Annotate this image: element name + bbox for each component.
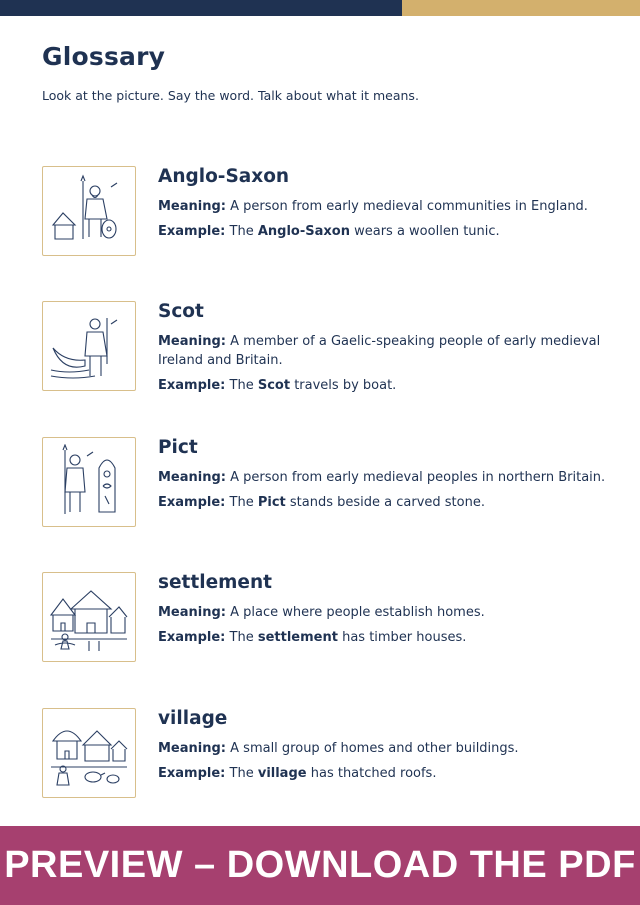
example-label: Example: bbox=[158, 766, 226, 781]
meaning-text: A person from early medieval peoples in northern Britain. bbox=[230, 470, 606, 485]
meaning-text: A small group of homes and other buildings. bbox=[230, 741, 519, 756]
scot-illustration bbox=[42, 301, 136, 391]
meaning-text: A person from early medieval communities in England. bbox=[230, 199, 588, 214]
meaning-label: Meaning: bbox=[158, 334, 226, 349]
top-bar-gold-segment bbox=[402, 0, 640, 16]
example-line bbox=[158, 222, 608, 241]
anglo-saxon-illustration bbox=[42, 166, 136, 256]
example-line bbox=[158, 628, 608, 647]
example-label: Example: bbox=[158, 224, 226, 239]
settlement-illustration bbox=[42, 572, 136, 662]
example-text: stands beside a carved stone. bbox=[289, 495, 485, 510]
meaning-line bbox=[158, 332, 608, 370]
example-label: Example: bbox=[158, 495, 226, 510]
preview-download-banner[interactable] bbox=[0, 826, 640, 905]
glossary-word: settlement bbox=[158, 572, 272, 593]
glossary-word: Scot bbox=[158, 301, 204, 322]
example-term: Scot bbox=[257, 378, 291, 393]
meaning-line bbox=[158, 603, 608, 622]
meaning-line bbox=[158, 197, 608, 216]
example-prefix: The bbox=[229, 495, 254, 510]
meaning-line bbox=[158, 468, 608, 487]
example-term: Pict bbox=[257, 495, 286, 510]
example-prefix: The bbox=[229, 630, 254, 645]
meaning-line bbox=[158, 739, 608, 758]
glossary-word: Pict bbox=[158, 437, 198, 458]
meaning-label: Meaning: bbox=[158, 470, 226, 485]
page-instructions: Look at the picture. Say the word. Talk about what it means. bbox=[42, 88, 419, 103]
top-accent-bar bbox=[0, 0, 640, 16]
glossary-word: Anglo-Saxon bbox=[158, 166, 290, 187]
example-text: has timber houses. bbox=[342, 630, 467, 645]
meaning-text: A member of a Gaelic-speaking people of early medieval Ireland and Britain. bbox=[158, 334, 601, 368]
example-prefix: The bbox=[229, 766, 254, 781]
example-term: Anglo-Saxon bbox=[257, 224, 350, 239]
example-line bbox=[158, 376, 608, 395]
example-term: settlement bbox=[257, 630, 338, 645]
village-illustration bbox=[42, 708, 136, 798]
meaning-label: Meaning: bbox=[158, 199, 226, 214]
meaning-text: A place where people establish homes. bbox=[230, 605, 485, 620]
example-label: Example: bbox=[158, 630, 226, 645]
meaning-label: Meaning: bbox=[158, 605, 226, 620]
example-prefix: The bbox=[229, 378, 254, 393]
page-title: Glossary bbox=[42, 42, 166, 71]
example-prefix: The bbox=[229, 224, 254, 239]
example-text: travels by boat. bbox=[294, 378, 397, 393]
example-term: village bbox=[257, 766, 307, 781]
example-label: Example: bbox=[158, 378, 226, 393]
example-text: wears a woollen tunic. bbox=[354, 224, 500, 239]
meaning-label: Meaning: bbox=[158, 741, 226, 756]
example-line bbox=[158, 764, 608, 783]
banner-text: PREVIEW – DOWNLOAD THE PDF bbox=[4, 844, 636, 886]
example-text: has thatched roofs. bbox=[310, 766, 437, 781]
example-line bbox=[158, 493, 608, 512]
pict-illustration bbox=[42, 437, 136, 527]
glossary-word: village bbox=[158, 708, 228, 729]
top-bar-navy-segment bbox=[0, 0, 402, 16]
